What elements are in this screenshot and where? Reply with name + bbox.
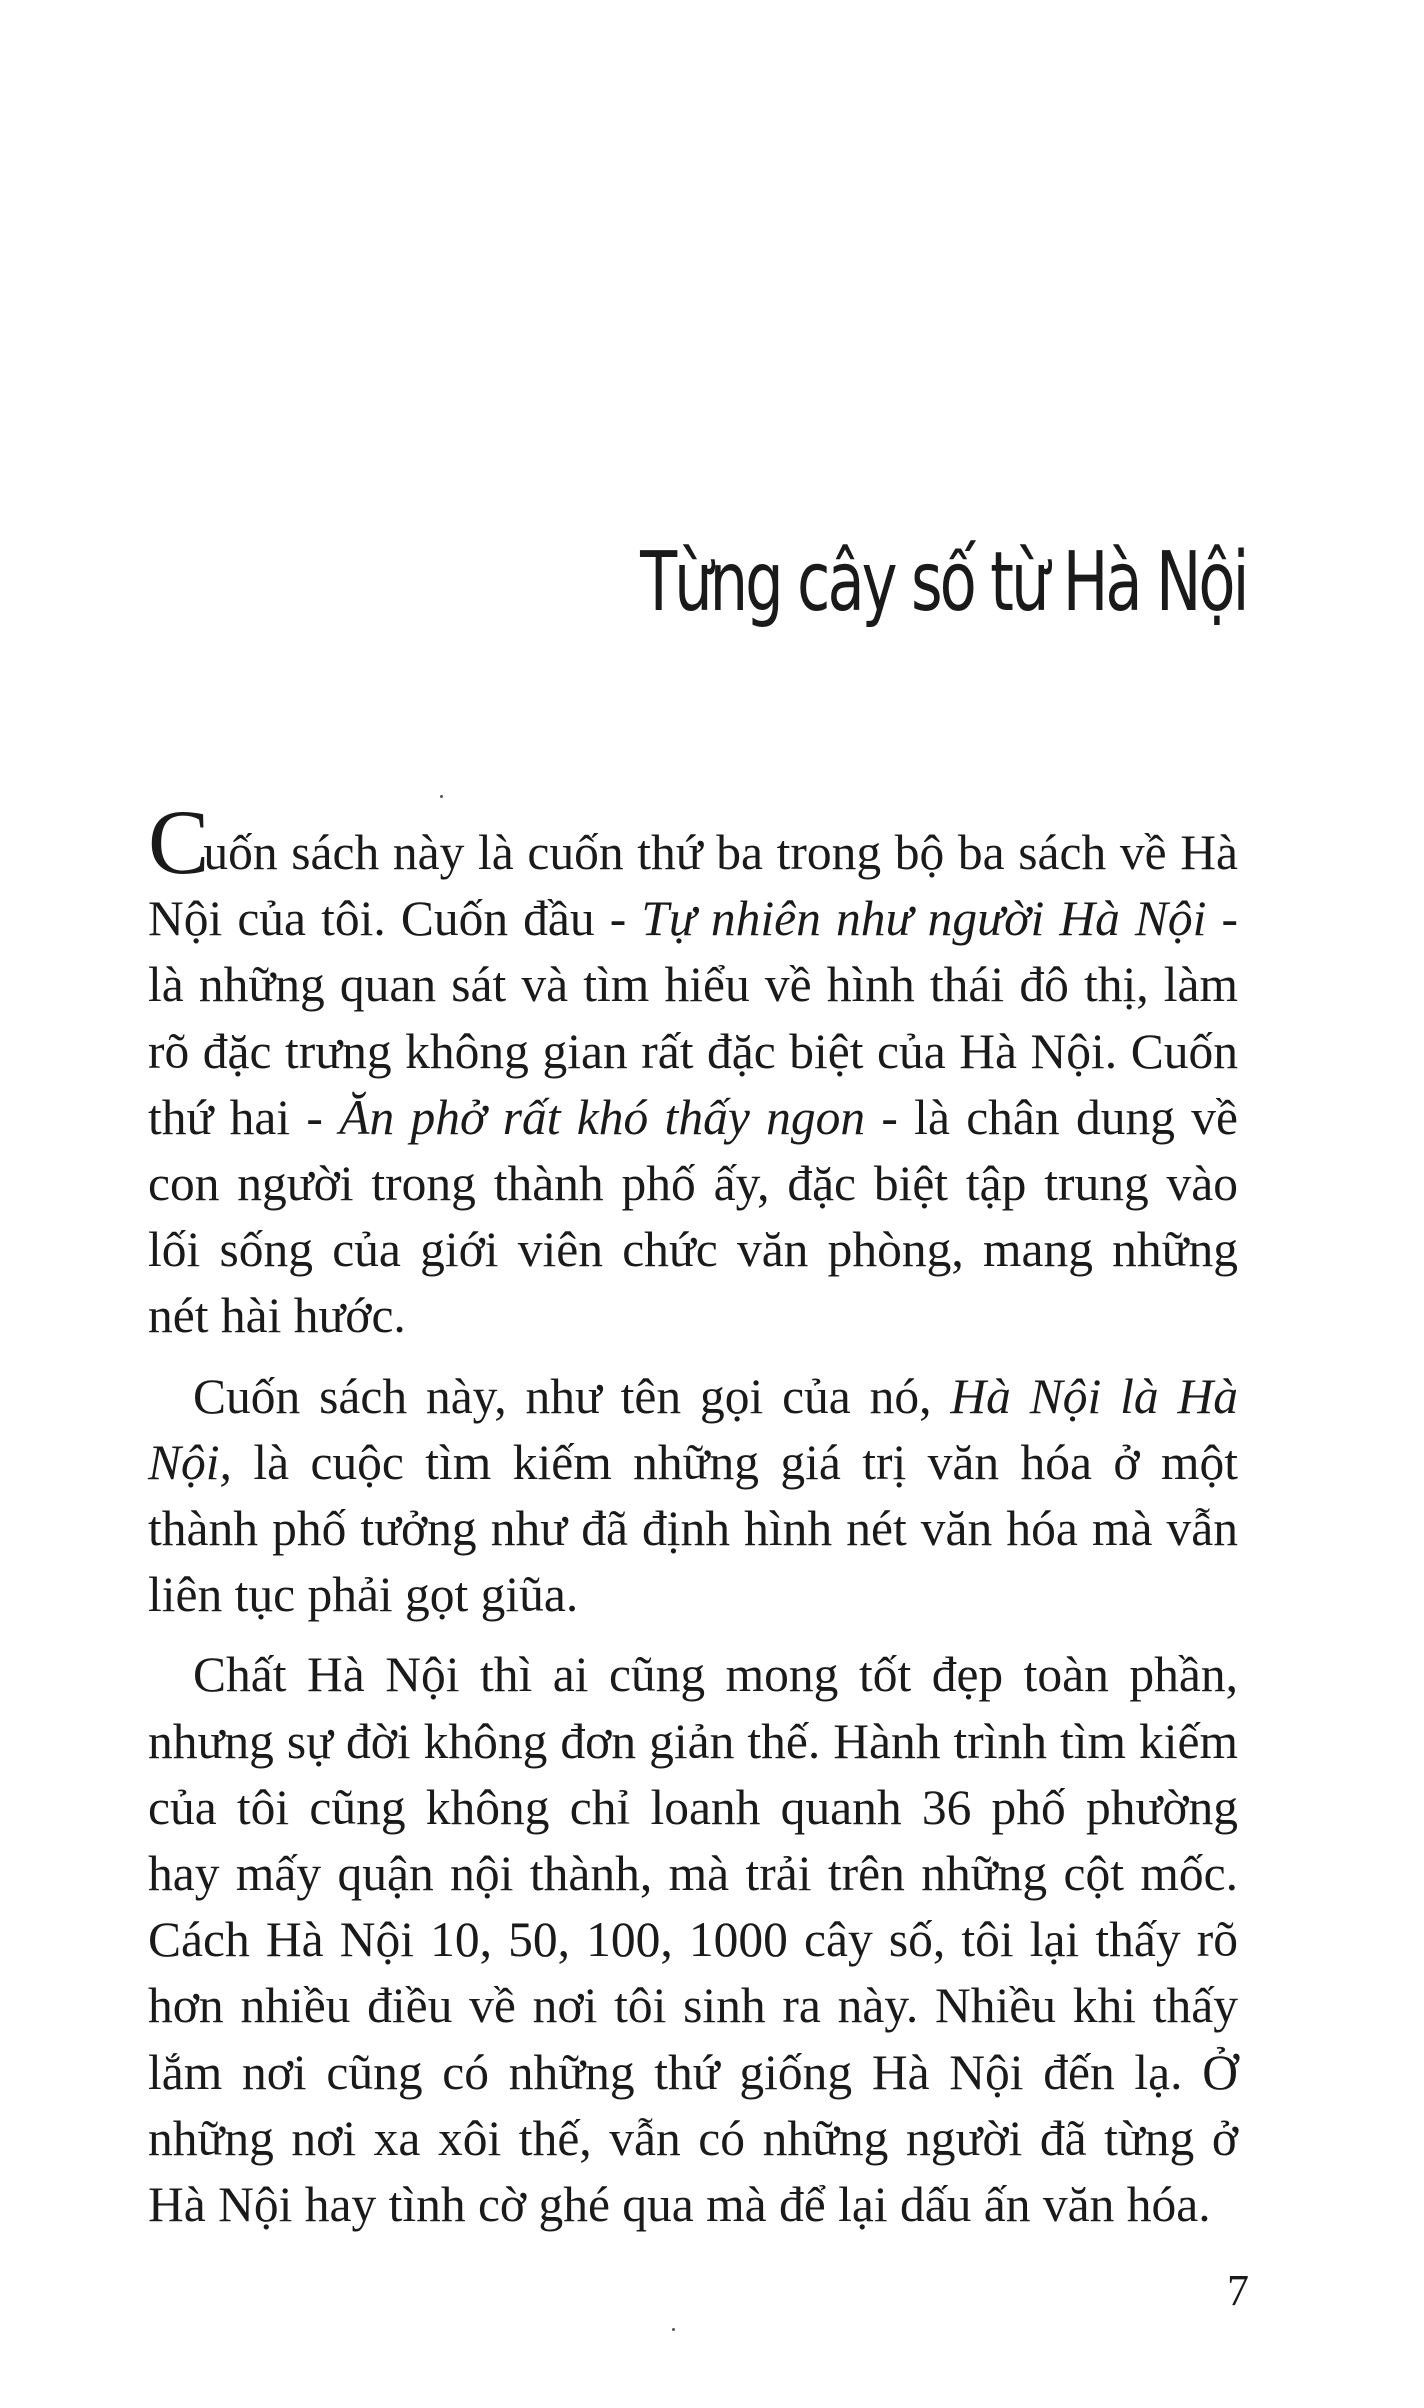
paragraph xyxy=(148,1642,1238,2238)
paragraph-text-segment: - là chân dung về con người trong thành phố ấy, đặc biệt tập trung vào lối sống của giới viên chức văn phòng, mang những nét hài hước. xyxy=(148,1089,1238,1344)
drop-cap: C xyxy=(148,791,210,893)
page-number: 7 xyxy=(1227,2266,1249,2315)
paragraph-text-segment: Cuốn sách này, như tên gọi của nó, xyxy=(193,1368,951,1424)
print-speck xyxy=(440,795,443,798)
paragraph xyxy=(148,1364,1238,1629)
chapter-title: Từng cây số từ Hà Nội xyxy=(639,535,1246,630)
paragraph xyxy=(148,791,1239,1350)
book-title-italic: Ăn phở rất khó thấy ngon xyxy=(339,1089,866,1145)
book-title-italic: Hà Nội là Hà Nội, xyxy=(148,1368,1238,1490)
paragraph-text-segment: Chất Hà Nội thì ai cũng mong tốt đẹp toàn phần, nhưng sự đời không đơn giản thế. Hành trình tìm kiếm của tôi cũng không chỉ loanh quanh 36 phố phường hay mấy quận nội thành, mà trải trên những cột mốc. Cách Hà Nội 10, 50, 100, 1000 cây số, tôi lại thấy rõ hơn nhiều điều về nơi tôi sinh ra này. Nhiều khi thấy lắm nơi cũng có những thứ giống Hà Nội đến lạ. Ở những nơi xa xôi thế, vẫn có những người đã từng ở Hà Nội hay tình cờ ghé qua mà để lại dấu ấn văn hóa. xyxy=(148,1647,1238,2233)
paragraph-text-segment: là cuộc tìm kiếm những giá trị văn hóa ở một thành phố tưởng như đã định hình nét văn hóa mà vẫn liên tục phải gọt giũa. xyxy=(148,1434,1238,1623)
print-speck xyxy=(672,2328,675,2331)
chapter-body xyxy=(148,791,1239,2238)
paragraph-text-segment: uốn sách này là cuốn thứ ba trong bộ ba sách về Hà Nội của tôi. Cuốn đầu - xyxy=(148,825,1238,947)
book-title-italic: Tự nhiên như người Hà Nội xyxy=(641,891,1207,947)
paragraph-text-segment: - là những quan sát và tìm hiểu về hình thái đô thị, làm rõ đặc trưng không gian rất đặc biệt của Hà Nội. Cuốn thứ hai - xyxy=(148,891,1239,1145)
